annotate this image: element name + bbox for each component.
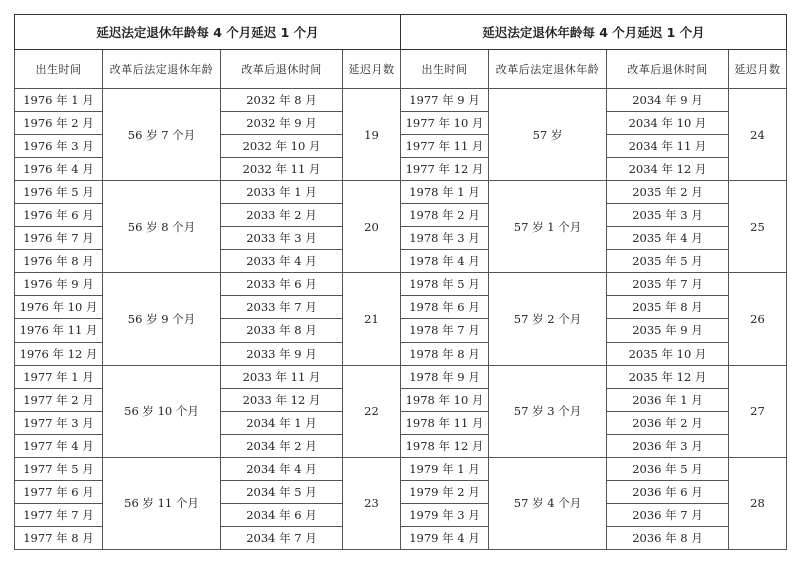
table-row — [15, 273, 401, 296]
right-table-body — [401, 89, 787, 550]
retirement-time-cell: 2034 年 6 月 — [221, 503, 343, 526]
birth-time-cell: 1976 年 9 月 — [15, 273, 103, 296]
retirement-time-cell: 2033 年 6 月 — [221, 273, 343, 296]
retirement-time-cell: 2035 年 3 月 — [607, 204, 729, 227]
birth-time-cell: 1978 年 7 月 — [401, 319, 489, 342]
retirement-time-cell: 2034 年 11 月 — [607, 135, 729, 158]
birth-time-cell: 1979 年 1 月 — [401, 457, 489, 480]
retirement-time-cell: 2036 年 5 月 — [607, 457, 729, 480]
retirement-time-cell: 2033 年 2 月 — [221, 204, 343, 227]
delay-months-cell: 24 — [729, 89, 787, 181]
birth-time-cell: 1976 年 4 月 — [15, 158, 103, 181]
retirement-age-cell: 56 岁 8 个月 — [103, 181, 221, 273]
retirement-time-cell: 2035 年 12 月 — [607, 365, 729, 388]
retirement-age-cell: 56 岁 10 个月 — [103, 365, 221, 457]
birth-time-cell: 1978 年 5 月 — [401, 273, 489, 296]
retirement-time-cell: 2033 年 3 月 — [221, 227, 343, 250]
birth-time-cell: 1978 年 11 月 — [401, 411, 489, 434]
table-row — [15, 89, 401, 112]
table-row — [401, 181, 787, 204]
delay-months-cell: 22 — [343, 365, 401, 457]
retirement-age-cell: 56 岁 9 个月 — [103, 273, 221, 365]
birth-time-cell: 1977 年 6 月 — [15, 480, 103, 503]
birth-time-cell: 1976 年 10 月 — [15, 296, 103, 319]
birth-time-cell: 1979 年 4 月 — [401, 526, 489, 549]
birth-time-cell: 1977 年 7 月 — [15, 503, 103, 526]
birth-time-cell: 1976 年 12 月 — [15, 342, 103, 365]
retirement-time-cell: 2035 年 10 月 — [607, 342, 729, 365]
retirement-time-cell: 2032 年 9 月 — [221, 112, 343, 135]
table-row — [401, 89, 787, 112]
retirement-time-cell: 2036 年 8 月 — [607, 526, 729, 549]
retirement-age-cell: 57 岁 4 个月 — [489, 457, 607, 549]
retirement-time-cell: 2034 年 7 月 — [221, 526, 343, 549]
header-retirement-age: 改革后法定退休年龄 — [103, 50, 221, 89]
birth-time-cell: 1976 年 7 月 — [15, 227, 103, 250]
left-table-title: 延迟法定退休年龄每 4 个月延迟 1 个月 — [15, 15, 401, 50]
birth-time-cell: 1978 年 10 月 — [401, 388, 489, 411]
retirement-time-cell: 2035 年 5 月 — [607, 250, 729, 273]
delay-months-cell: 28 — [729, 457, 787, 549]
retirement-time-cell: 2032 年 8 月 — [221, 89, 343, 112]
birth-time-cell: 1976 年 1 月 — [15, 89, 103, 112]
birth-time-cell: 1978 年 2 月 — [401, 204, 489, 227]
birth-time-cell: 1977 年 5 月 — [15, 457, 103, 480]
header-retirement-time: 改革后退休时间 — [221, 50, 343, 89]
birth-time-cell: 1976 年 8 月 — [15, 250, 103, 273]
birth-time-cell: 1976 年 3 月 — [15, 135, 103, 158]
birth-time-cell: 1977 年 3 月 — [15, 411, 103, 434]
retirement-time-cell: 2034 年 5 月 — [221, 480, 343, 503]
birth-time-cell: 1978 年 9 月 — [401, 365, 489, 388]
retirement-time-cell: 2035 年 7 月 — [607, 273, 729, 296]
retirement-time-cell: 2035 年 9 月 — [607, 319, 729, 342]
left-table — [14, 14, 401, 550]
retirement-time-cell: 2034 年 12 月 — [607, 158, 729, 181]
birth-time-cell: 1977 年 11 月 — [401, 135, 489, 158]
right-table-title: 延迟法定退休年龄每 4 个月延迟 1 个月 — [401, 15, 787, 50]
retirement-age-cell: 56 岁 7 个月 — [103, 89, 221, 181]
retirement-time-cell: 2036 年 3 月 — [607, 434, 729, 457]
birth-time-cell: 1978 年 8 月 — [401, 342, 489, 365]
header-retirement-time: 改革后退休时间 — [607, 50, 729, 89]
retirement-time-cell: 2033 年 9 月 — [221, 342, 343, 365]
table-row — [401, 457, 787, 480]
retirement-time-cell: 2034 年 9 月 — [607, 89, 729, 112]
header-birth-time: 出生时间 — [401, 50, 489, 89]
retirement-age-cell: 57 岁 3 个月 — [489, 365, 607, 457]
retirement-time-cell: 2035 年 8 月 — [607, 296, 729, 319]
retirement-delay-tables — [14, 14, 786, 550]
right-table-panel — [400, 14, 786, 550]
birth-time-cell: 1977 年 9 月 — [401, 89, 489, 112]
delay-months-cell: 27 — [729, 365, 787, 457]
retirement-time-cell: 2034 年 4 月 — [221, 457, 343, 480]
header-birth-time: 出生时间 — [15, 50, 103, 89]
delay-months-cell: 20 — [343, 181, 401, 273]
birth-time-cell: 1976 年 5 月 — [15, 181, 103, 204]
retirement-time-cell: 2034 年 2 月 — [221, 434, 343, 457]
birth-time-cell: 1978 年 6 月 — [401, 296, 489, 319]
retirement-time-cell: 2033 年 8 月 — [221, 319, 343, 342]
birth-time-cell: 1977 年 1 月 — [15, 365, 103, 388]
retirement-time-cell: 2035 年 4 月 — [607, 227, 729, 250]
retirement-time-cell: 2033 年 7 月 — [221, 296, 343, 319]
birth-time-cell: 1978 年 1 月 — [401, 181, 489, 204]
retirement-time-cell: 2036 年 1 月 — [607, 388, 729, 411]
table-row — [401, 365, 787, 388]
retirement-time-cell: 2033 年 12 月 — [221, 388, 343, 411]
left-table-body — [15, 89, 401, 550]
retirement-time-cell: 2032 年 11 月 — [221, 158, 343, 181]
birth-time-cell: 1978 年 4 月 — [401, 250, 489, 273]
delay-months-cell: 25 — [729, 181, 787, 273]
header-delay-months: 延迟月数 — [343, 50, 401, 89]
birth-time-cell: 1978 年 12 月 — [401, 434, 489, 457]
retirement-time-cell: 2034 年 10 月 — [607, 112, 729, 135]
left-table-panel — [14, 14, 400, 550]
header-delay-months: 延迟月数 — [729, 50, 787, 89]
retirement-age-cell: 57 岁 — [489, 89, 607, 181]
delay-months-cell: 23 — [343, 457, 401, 549]
retirement-time-cell: 2033 年 4 月 — [221, 250, 343, 273]
birth-time-cell: 1977 年 4 月 — [15, 434, 103, 457]
birth-time-cell: 1976 年 2 月 — [15, 112, 103, 135]
birth-time-cell: 1977 年 12 月 — [401, 158, 489, 181]
retirement-time-cell: 2035 年 2 月 — [607, 181, 729, 204]
retirement-time-cell: 2032 年 10 月 — [221, 135, 343, 158]
delay-months-cell: 19 — [343, 89, 401, 181]
birth-time-cell: 1976 年 6 月 — [15, 204, 103, 227]
retirement-time-cell: 2036 年 2 月 — [607, 411, 729, 434]
birth-time-cell: 1978 年 3 月 — [401, 227, 489, 250]
retirement-time-cell: 2034 年 1 月 — [221, 411, 343, 434]
delay-months-cell: 21 — [343, 273, 401, 365]
birth-time-cell: 1977 年 8 月 — [15, 526, 103, 549]
retirement-age-cell: 57 岁 2 个月 — [489, 273, 607, 365]
birth-time-cell: 1976 年 11 月 — [15, 319, 103, 342]
retirement-time-cell: 2036 年 6 月 — [607, 480, 729, 503]
retirement-age-cell: 57 岁 1 个月 — [489, 181, 607, 273]
table-row — [15, 457, 401, 480]
birth-time-cell: 1977 年 10 月 — [401, 112, 489, 135]
table-row — [15, 365, 401, 388]
birth-time-cell: 1979 年 2 月 — [401, 480, 489, 503]
delay-months-cell: 26 — [729, 273, 787, 365]
birth-time-cell: 1977 年 2 月 — [15, 388, 103, 411]
table-row — [15, 181, 401, 204]
retirement-time-cell: 2033 年 11 月 — [221, 365, 343, 388]
header-retirement-age: 改革后法定退休年龄 — [489, 50, 607, 89]
retirement-time-cell: 2036 年 7 月 — [607, 503, 729, 526]
birth-time-cell: 1979 年 3 月 — [401, 503, 489, 526]
retirement-age-cell: 56 岁 11 个月 — [103, 457, 221, 549]
right-table — [400, 14, 787, 550]
retirement-time-cell: 2033 年 1 月 — [221, 181, 343, 204]
table-row — [401, 273, 787, 296]
